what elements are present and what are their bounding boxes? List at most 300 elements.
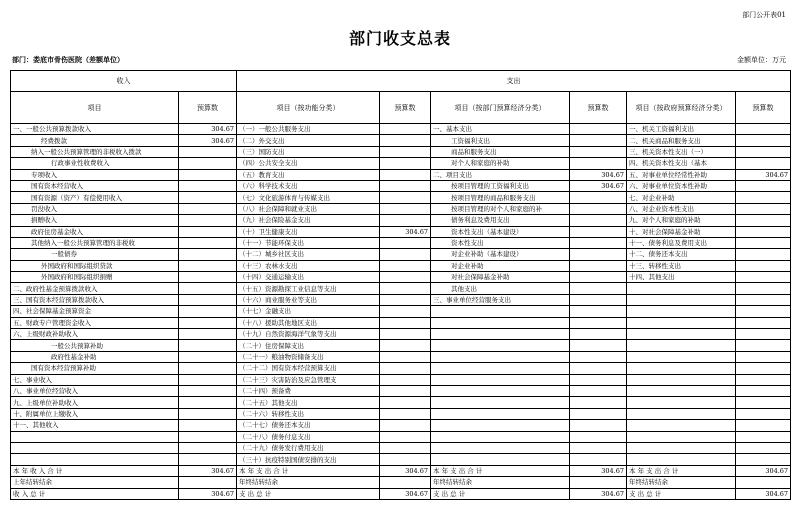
income-item: 八、事业单位经营收入 [11, 385, 179, 396]
func-expense-item: （二十九）债务发行费用支出 [237, 442, 380, 453]
dept-econ-item: 按项目管理的对个人和家庭的补 [431, 203, 570, 214]
func-expense-amount [380, 306, 431, 317]
gov-econ-item [627, 397, 736, 408]
summary-income-amount: 304.67 [179, 465, 237, 476]
gov-econ-amount [736, 249, 791, 260]
table-row [11, 294, 791, 305]
func-expense-item: （七）文化旅游体育与传媒支出 [237, 192, 380, 203]
summary-gov-label: 本 年 支 出 合 计 [627, 465, 736, 476]
table-row [11, 272, 791, 283]
dept-econ-amount [570, 431, 627, 442]
dept-econ-amount [570, 158, 627, 169]
func-expense-item: （十）卫生健康支出 [237, 226, 380, 237]
gov-econ-item [627, 363, 736, 374]
func-expense-amount [380, 420, 431, 431]
summary-func-amount: 304.67 [380, 465, 431, 476]
dept-econ-amount [570, 397, 627, 408]
table-row [11, 408, 791, 419]
income-item: 罚没收入 [11, 203, 179, 214]
income-amount: 304.67 [179, 135, 237, 146]
form-number: 部门公开表01 [742, 11, 786, 19]
table-row [11, 158, 791, 169]
budget-summary-table [10, 70, 791, 500]
func-expense-amount [380, 442, 431, 453]
func-expense-amount [380, 408, 431, 419]
dept-econ-item [431, 317, 570, 328]
gov-econ-item [627, 408, 736, 419]
income-amount [179, 351, 237, 362]
dept-econ-item [431, 363, 570, 374]
summary-row [11, 465, 791, 476]
dept-econ-item [431, 340, 570, 351]
func-expense-amount [380, 249, 431, 260]
income-amount [179, 146, 237, 157]
dept-econ-amount [570, 408, 627, 419]
table-row [11, 237, 791, 248]
gov-econ-item [627, 454, 736, 465]
func-expense-item: （三十）抗疫特别国债安排的支出 [237, 454, 380, 465]
gov-econ-item: 七、对企业补助 [627, 192, 736, 203]
gov-econ-amount [736, 192, 791, 203]
dept-econ-amount [570, 283, 627, 294]
func-expense-item: （二十四）预备费 [237, 385, 380, 396]
func-expense-amount [380, 215, 431, 226]
summary-income-amount [179, 477, 237, 488]
gov-econ-item: 二、机关商品和服务支出 [627, 135, 736, 146]
func-expense-amount [380, 124, 431, 135]
gov-econ-item: 四、机关资本性支出（基本 [627, 158, 736, 169]
income-item: 纳入一般公共预算管理的非税收入拨款 [11, 146, 179, 157]
dept-econ-amount [570, 340, 627, 351]
func-expense-amount [380, 135, 431, 146]
func-expense-item: （九）社会保险基金支出 [237, 215, 380, 226]
summary-gov-amount: 304.67 [736, 488, 791, 499]
income-header: 收入 [11, 71, 237, 92]
func-expense-item: （二）外交支出 [237, 135, 380, 146]
gov-econ-amount [736, 260, 791, 271]
income-budget-header: 预算数 [179, 92, 237, 124]
dept-econ-amount [570, 272, 627, 283]
gov-econ-amount [736, 397, 791, 408]
summary-dept-amount: 304.67 [570, 465, 627, 476]
income-amount [179, 454, 237, 465]
table-row [11, 283, 791, 294]
income-item [11, 454, 179, 465]
dept-econ-amount [570, 124, 627, 135]
dept-econ-item [431, 385, 570, 396]
dept-econ-item [431, 408, 570, 419]
summary-row [11, 477, 791, 488]
income-item: 九、上级单位补助收入 [11, 397, 179, 408]
dept-econ-item [431, 351, 570, 362]
dept-econ-item [431, 374, 570, 385]
income-item: 行政事业性收费收入 [11, 158, 179, 169]
gov-econ-amount [736, 272, 791, 283]
dept-econ-amount [570, 135, 627, 146]
func-expense-item: （十四）交通运输支出 [237, 272, 380, 283]
gov-econ-budget-header: 预算数 [736, 92, 791, 124]
dept-econ-amount: 304.67 [570, 180, 627, 191]
func-expense-amount [380, 363, 431, 374]
table-row [11, 124, 791, 135]
dept-econ-amount [570, 420, 627, 431]
table-row [11, 249, 791, 260]
income-amount [179, 363, 237, 374]
func-expense-amount [380, 180, 431, 191]
dept-econ-amount [570, 374, 627, 385]
unit-label: 金额单位：万元 [737, 56, 786, 64]
gov-econ-amount [736, 317, 791, 328]
dept-econ-budget-header: 预算数 [570, 92, 627, 124]
table-row [11, 385, 791, 396]
dept-econ-amount: 304.67 [570, 169, 627, 180]
table-row [11, 317, 791, 328]
income-item: 捐赠收入 [11, 215, 179, 226]
gov-econ-item [627, 351, 736, 362]
summary-func-label: 支 出 总 计 [237, 488, 380, 499]
func-expense-amount [380, 340, 431, 351]
income-item: 经费拨款 [11, 135, 179, 146]
dept-econ-item-header: 项目（按部门预算经济分类） [431, 92, 570, 124]
gov-econ-amount [736, 442, 791, 453]
dept-econ-amount [570, 442, 627, 453]
income-item: 外国政府和国际组织捐赠 [11, 272, 179, 283]
dept-econ-item [431, 306, 570, 317]
dept-econ-amount [570, 329, 627, 340]
gov-econ-item: 十二、债务还本支出 [627, 249, 736, 260]
gov-econ-amount [736, 237, 791, 248]
income-item: 国有资本经营收入 [11, 180, 179, 191]
income-item: 国有资本经营预算补助 [11, 363, 179, 374]
func-expense-item: （二十八）债务付息支出 [237, 431, 380, 442]
func-expense-amount [380, 272, 431, 283]
income-item: 六、上级财政补助收入 [11, 329, 179, 340]
table-row [11, 169, 791, 180]
gov-econ-item: 三、机关资本性支出（一） [627, 146, 736, 157]
dept-econ-item: 对企业补助（基本建设） [431, 249, 570, 260]
func-expense-item: （十六）商业服务业等支出 [237, 294, 380, 305]
func-expense-amount [380, 397, 431, 408]
dept-econ-item [431, 431, 570, 442]
gov-econ-item [627, 431, 736, 442]
gov-econ-amount [736, 374, 791, 385]
func-expense-amount [380, 283, 431, 294]
page-title: 部门收支总表 [348, 29, 451, 48]
gov-econ-amount [736, 351, 791, 362]
dept-econ-item [431, 442, 570, 453]
summary-func-label: 本 年 支 出 合 计 [237, 465, 380, 476]
income-amount [179, 294, 237, 305]
func-expense-amount [380, 317, 431, 328]
dept-econ-item [431, 420, 570, 431]
income-item-header: 项目 [11, 92, 179, 124]
gov-econ-amount [736, 306, 791, 317]
dept-econ-amount [570, 249, 627, 260]
func-expense-item: （二十一）粮油物资储备支出 [237, 351, 380, 362]
income-amount [179, 408, 237, 419]
income-item: 十、附属单位上缴收入 [11, 408, 179, 419]
gov-econ-amount [736, 363, 791, 374]
func-expense-item: （十三）农林水支出 [237, 260, 380, 271]
dept-econ-item: 一、基本支出 [431, 124, 570, 135]
summary-gov-label: 支 出 总 计 [627, 488, 736, 499]
summary-dept-label: 支 出 总 计 [431, 488, 570, 499]
expense-header: 支出 [237, 71, 791, 92]
func-expense-item: （二十七）债务还本支出 [237, 420, 380, 431]
income-amount [179, 260, 237, 271]
func-expense-amount: 304.67 [380, 226, 431, 237]
table-row [11, 431, 791, 442]
func-expense-amount [380, 454, 431, 465]
func-expense-amount [380, 203, 431, 214]
summary-dept-label: 本 年 支 出 合 计 [431, 465, 570, 476]
income-amount [179, 203, 237, 214]
table-row [11, 442, 791, 453]
gov-econ-amount [736, 431, 791, 442]
summary-dept-amount: 304.67 [570, 488, 627, 499]
gov-econ-amount [736, 135, 791, 146]
func-expense-amount [380, 192, 431, 203]
dept-econ-item: 资本性支出（基本建设） [431, 226, 570, 237]
income-item: 十一、其他收入 [11, 420, 179, 431]
summary-func-label: 年终结转结余 [237, 477, 380, 488]
dept-econ-item: 资本性支出 [431, 237, 570, 248]
income-amount [179, 180, 237, 191]
dept-econ-amount [570, 385, 627, 396]
func-expense-item: （八）社会保障和就业支出 [237, 203, 380, 214]
income-amount [179, 374, 237, 385]
dept-econ-item [431, 329, 570, 340]
gov-econ-item: 十一、债务利息及费用支出 [627, 237, 736, 248]
income-item: 一、一般公共预算拨款收入 [11, 124, 179, 135]
gov-econ-item: 一、机关工资福利支出 [627, 124, 736, 135]
gov-econ-amount [736, 420, 791, 431]
gov-econ-item [627, 385, 736, 396]
dept-econ-item [431, 454, 570, 465]
dept-econ-item: 三、事业单位经营服务支出 [431, 294, 570, 305]
table-row [11, 146, 791, 157]
func-expense-item: （二十）住房保障支出 [237, 340, 380, 351]
table-row [11, 374, 791, 385]
gov-econ-amount [736, 146, 791, 157]
dept-econ-amount [570, 317, 627, 328]
summary-income-amount: 304.67 [179, 488, 237, 499]
income-item: 二、政府性基金预算拨款收入 [11, 283, 179, 294]
func-expense-amount [380, 158, 431, 169]
income-amount [179, 249, 237, 260]
income-item: 五、财政专户管理资金收入 [11, 317, 179, 328]
gov-econ-amount [736, 226, 791, 237]
func-expense-item: （四）公共安全支出 [237, 158, 380, 169]
gov-econ-amount [736, 215, 791, 226]
table-row [11, 215, 791, 226]
func-expense-amount [380, 169, 431, 180]
income-item: 三、国有资本经营预算拨款收入 [11, 294, 179, 305]
income-item [11, 442, 179, 453]
gov-econ-amount [736, 283, 791, 294]
func-expense-item: （一）一般公共服务支出 [237, 124, 380, 135]
gov-econ-amount [736, 329, 791, 340]
dept-econ-amount [570, 192, 627, 203]
func-expense-amount [380, 329, 431, 340]
dept-econ-item: 商品和服务支出 [431, 146, 570, 157]
dept-econ-amount [570, 226, 627, 237]
gov-econ-item: 六、对事业单位资本性补助 [627, 180, 736, 191]
func-expense-item: （六）科学技术支出 [237, 180, 380, 191]
table-row [11, 351, 791, 362]
dept-econ-item: 对企业补助 [431, 260, 570, 271]
income-amount [179, 272, 237, 283]
dept-econ-amount [570, 203, 627, 214]
func-expense-item: （十七）金融支出 [237, 306, 380, 317]
income-amount [179, 317, 237, 328]
income-amount [179, 237, 237, 248]
gov-econ-item [627, 340, 736, 351]
dept-econ-amount [570, 351, 627, 362]
dept-econ-item: 其他支出 [431, 283, 570, 294]
dept-econ-amount [570, 454, 627, 465]
table-row [11, 192, 791, 203]
gov-econ-amount [736, 158, 791, 169]
gov-econ-item-header: 项目（按政府预算经济分类） [627, 92, 736, 124]
dept-econ-amount [570, 294, 627, 305]
dept-econ-item [431, 397, 570, 408]
table-row [11, 397, 791, 408]
income-item: 政府性基金补助 [11, 351, 179, 362]
gov-econ-item [627, 283, 736, 294]
income-item: 一般公共预算补助 [11, 340, 179, 351]
table-row [11, 306, 791, 317]
gov-econ-item [627, 317, 736, 328]
summary-row [11, 488, 791, 499]
table-row [11, 363, 791, 374]
income-amount [179, 226, 237, 237]
gov-econ-amount [736, 294, 791, 305]
income-item: 政府住房基金收入 [11, 226, 179, 237]
func-item-header: 项目（按功能分类） [237, 92, 380, 124]
income-amount [179, 192, 237, 203]
table-row [11, 329, 791, 340]
dept-econ-item: 债务利息及费用支出 [431, 215, 570, 226]
func-expense-item: （十一）节能环保支出 [237, 237, 380, 248]
dept-econ-amount [570, 363, 627, 374]
dept-econ-item: 工资福利支出 [431, 135, 570, 146]
table-row [11, 226, 791, 237]
income-item: 国有资源（资产）有偿使用收入 [11, 192, 179, 203]
func-expense-amount [380, 237, 431, 248]
gov-econ-item [627, 306, 736, 317]
gov-econ-item [627, 294, 736, 305]
summary-income-label: 收 入 总 计 [11, 488, 179, 499]
summary-dept-amount [570, 477, 627, 488]
dept-econ-item: 按项目管理的商品和服务支出 [431, 192, 570, 203]
func-expense-amount [380, 351, 431, 362]
func-expense-item: （五）教育支出 [237, 169, 380, 180]
gov-econ-item [627, 420, 736, 431]
dept-econ-amount [570, 146, 627, 157]
gov-econ-amount [736, 203, 791, 214]
dept-econ-item: 按项目管理的工资福利支出 [431, 180, 570, 191]
func-expense-amount [380, 260, 431, 271]
func-budget-header: 预算数 [380, 92, 431, 124]
table-row [11, 420, 791, 431]
gov-econ-item [627, 329, 736, 340]
dept-econ-amount [570, 237, 627, 248]
income-amount [179, 215, 237, 226]
table-row [11, 180, 791, 191]
func-expense-amount [380, 146, 431, 157]
summary-gov-amount: 304.67 [736, 465, 791, 476]
func-expense-amount [380, 294, 431, 305]
gov-econ-amount [736, 124, 791, 135]
income-amount [179, 340, 237, 351]
income-item: 专项收入 [11, 169, 179, 180]
summary-func-amount: 304.67 [380, 488, 431, 499]
func-expense-item: （十九）自然资源海洋气象等支出 [237, 329, 380, 340]
income-amount [179, 158, 237, 169]
summary-gov-label: 年终结转结余 [627, 477, 736, 488]
gov-econ-item: 八、对企业资本性支出 [627, 203, 736, 214]
summary-income-label: 本 年 收 入 合 计 [11, 465, 179, 476]
gov-econ-amount [736, 340, 791, 351]
func-expense-item: （十二）城乡社区支出 [237, 249, 380, 260]
gov-econ-item: 十三、转移性支出 [627, 260, 736, 271]
table-row [11, 340, 791, 351]
dept-econ-item: 二、项目支出 [431, 169, 570, 180]
func-expense-amount [380, 431, 431, 442]
func-expense-item: （二十五）其他支出 [237, 397, 380, 408]
summary-income-label: 上年结转结余 [11, 477, 179, 488]
func-expense-item: （二十二）国有资本经营预算支出 [237, 363, 380, 374]
summary-gov-amount [736, 477, 791, 488]
table-row [11, 135, 791, 146]
func-expense-item: （二十三）灾害防治及应急管理支 [237, 374, 380, 385]
income-item: 外国政府和国际组织贷款 [11, 260, 179, 271]
func-expense-item: （十八）援助其他地区支出 [237, 317, 380, 328]
income-item [11, 431, 179, 442]
income-item: 其他纳入一般公共预算管理的非税收 [11, 237, 179, 248]
func-expense-item: （二十六）转移性支出 [237, 408, 380, 419]
gov-econ-amount [736, 454, 791, 465]
income-amount [179, 169, 237, 180]
func-expense-item: （十五）资源勘探工业信息等支出 [237, 283, 380, 294]
income-amount [179, 420, 237, 431]
gov-econ-item: 九、对个人和家庭的补助 [627, 215, 736, 226]
gov-econ-item: 五、对事业单位经常性补助 [627, 169, 736, 180]
income-amount [179, 431, 237, 442]
gov-econ-item: 十、对社会保障基金补助 [627, 226, 736, 237]
gov-econ-amount [736, 408, 791, 419]
gov-econ-item [627, 374, 736, 385]
summary-func-amount [380, 477, 431, 488]
table-row [11, 203, 791, 214]
income-amount: 304.67 [179, 124, 237, 135]
dept-econ-item: 对个人和家庭的补助 [431, 158, 570, 169]
income-item: 四、社会保障基金预算资金 [11, 306, 179, 317]
func-expense-item: （三）国防支出 [237, 146, 380, 157]
dept-econ-amount [570, 260, 627, 271]
gov-econ-amount: 304.67 [736, 169, 791, 180]
gov-econ-amount [736, 180, 791, 191]
dept-econ-item: 对社会保障基金补助 [431, 272, 570, 283]
func-expense-amount [380, 374, 431, 385]
func-expense-amount [380, 385, 431, 396]
income-amount [179, 385, 237, 396]
department-label: 部门：娄底市骨伤医院（差额单位） [12, 55, 124, 64]
income-amount [179, 306, 237, 317]
income-amount [179, 442, 237, 453]
table-row [11, 454, 791, 465]
